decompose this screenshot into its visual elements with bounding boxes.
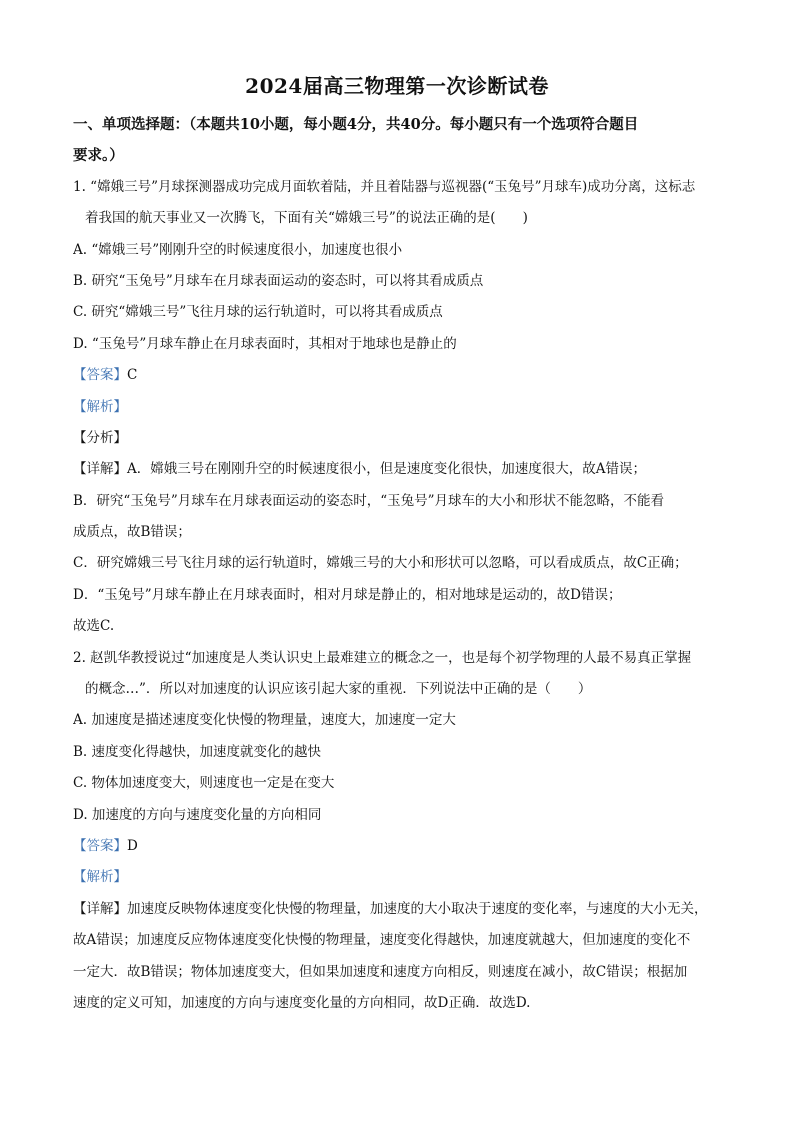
q2-stem-line1: 2. 赵凯华教授说过“加速度是人类认识史上最难建立的概念之一，也是每个初学物理的人最不易真正掌握 bbox=[73, 649, 692, 666]
q2-detail-line4: 速度的定义可知，加速度的方向与速度变化量的方向相同，故D正确．故选D. bbox=[73, 994, 531, 1011]
detail-tag: 【详解】 bbox=[73, 900, 127, 917]
q1-detail-line6: 故选C. bbox=[73, 618, 115, 635]
q1-option-d: D. “玉兔号”月球车静止在月球表面时，其相对于地球也是静止的 bbox=[73, 335, 457, 352]
q1-answer bbox=[73, 360, 729, 391]
analysis-tag: 【解析】 bbox=[73, 398, 127, 415]
section-heading-line2: 要求。） bbox=[73, 147, 124, 165]
q2-option-b: B. 速度变化得越快，加速度就变化的越快 bbox=[73, 743, 322, 760]
answer-value: C bbox=[127, 367, 138, 384]
answer-tag: 【答案】 bbox=[73, 837, 127, 854]
q1-detail-line1 bbox=[73, 454, 729, 485]
q2-option-a: A. 加速度是描述速度变化快慢的物理量，速度大，加速度一定大 bbox=[73, 712, 456, 729]
q2-answer bbox=[73, 831, 729, 862]
q2-analysis-tag bbox=[73, 862, 729, 893]
q1-detail-line2: B．研究“玉兔号”月球车在月球表面运动的姿态时，“玉兔号”月球车的大小和形状不能忽略，不能看 bbox=[73, 492, 665, 509]
q1-option-a: A. “嫦娥三号”刚刚升空的时候速度很小，加速度也很小 bbox=[73, 241, 403, 258]
q1-stem-line1: 1. “嫦娥三号”月球探测器成功完成月面软着陆，并且着陆器与巡视器(“玉兔号”月球车)成功分离，这标志 bbox=[73, 178, 696, 195]
answer-value: D bbox=[127, 837, 138, 854]
q1-option-b: B. 研究“玉兔号”月球车在月球表面运动的姿态时，可以将其看成质点 bbox=[73, 272, 484, 289]
analysis-tag: 【解析】 bbox=[73, 869, 127, 886]
q2-option-c: C. 物体加速度变大，则速度也一定是在变大 bbox=[73, 775, 335, 792]
q1-detail-line4: C．研究嫦娥三号飞往月球的运行轨道时，嫦娥三号的大小和形状可以忽略，可以看成质点，故C正确； bbox=[73, 555, 688, 572]
section-heading-line1: 一、单项选择题：（本题共10小题，每小题4分，共40分。每小题只有一个选项符合题目 bbox=[73, 116, 639, 133]
q1-analysis-tag bbox=[73, 392, 729, 423]
q1-detail-line3: 成质点，故B错误； bbox=[73, 524, 191, 541]
q2-detail-line1 bbox=[73, 894, 729, 925]
q1-detail-line5: D．“玉兔号”月球车静止在月球表面时，相对月球是静止的，相对地球是运动的，故D错误； bbox=[73, 586, 622, 603]
detail-tag: 【详解】 bbox=[73, 461, 127, 478]
detail-text: 加速度反映物体速度变化快慢的物理量，加速度的大小取决于速度的变化率，与速度的大小无关， bbox=[127, 900, 708, 917]
page-title: 2024届高三物理第一次诊断试卷 bbox=[245, 74, 549, 98]
answer-tag: 【答案】 bbox=[73, 367, 127, 384]
q1-stem-line2: 着我国的航天事业又一次腾飞，下面有关“嫦娥三号”的说法正确的是( ) bbox=[85, 210, 528, 227]
q2-stem-line2: 的概念…”．所以对加速度的认识应该引起大家的重视．下列说法中正确的是（ ） bbox=[85, 681, 592, 698]
q2-option-d: D. 加速度的方向与速度变化量的方向相同 bbox=[73, 806, 322, 823]
detail-text: A．嫦娥三号在刚刚升空的时候速度很小，但是速度变化很快，加速度很大，故A错误； bbox=[127, 461, 646, 478]
q1-fenxi-tag: 【分析】 bbox=[73, 429, 127, 446]
q2-detail-line2: 故A错误；加速度反应物体速度变化快慢的物理量，速度变化得越快，加速度就越大，但加速度的变化不 bbox=[73, 932, 691, 949]
q2-detail-line3: 一定大．故B错误；物体加速度变大，但如果加速度和速度方向相反，则速度在减小，故C错误；根据加 bbox=[73, 963, 688, 980]
q1-option-c: C. 研究“嫦娥三号”飞往月球的运行轨道时，可以将其看成质点 bbox=[73, 304, 443, 321]
